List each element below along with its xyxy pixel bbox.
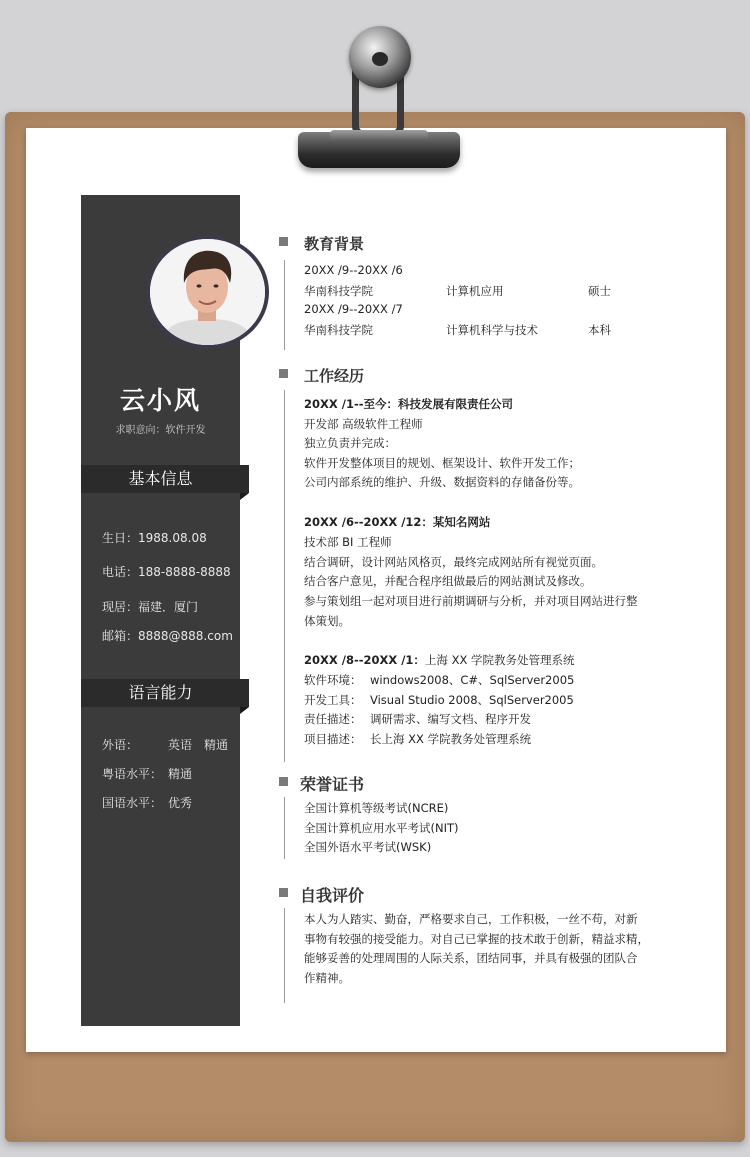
job-title: 20XX /6--20XX /12：某知名网站	[304, 515, 491, 529]
project-row-label: 责任描述：	[304, 712, 362, 726]
timeline-line	[284, 260, 285, 350]
project-row-value: windows2008、C#、SqlServer2005	[370, 673, 575, 687]
job-line: 结合客户意见，并配合程序组做最后的网站测试及修改。	[304, 574, 592, 588]
language-label: 国语水平：	[102, 796, 163, 810]
work-heading: 工作经历	[304, 367, 365, 385]
language-mandarin	[102, 794, 192, 811]
language-value: 英语 精通	[168, 738, 229, 752]
job-title: 20XX /1--至今：科技发展有限责任公司	[304, 397, 513, 411]
project-row-label: 开发工具：	[304, 693, 362, 707]
project-row-label: 项目描述：	[304, 732, 362, 746]
edu-degree: 硕士	[588, 284, 611, 298]
language-cantonese	[102, 765, 192, 782]
section-marker	[279, 237, 288, 246]
language-heading: 语言能力	[81, 679, 249, 707]
project-row	[304, 692, 574, 708]
language-label: 粤语水平：	[102, 767, 163, 781]
education-heading: 教育背景	[304, 235, 365, 253]
birthday: 生日：1988.08.08	[102, 531, 207, 545]
phone: 电话：188-8888-8888	[102, 565, 231, 579]
residence: 现居：福建．厦门	[102, 600, 199, 614]
edu-major: 计算机应用	[446, 284, 504, 298]
section-marker	[279, 777, 288, 786]
project-row-value: 长上海 XX 学院教务处管理系统	[370, 732, 532, 746]
language-value: 精通	[168, 767, 193, 781]
job-line: 体策划。	[304, 614, 350, 628]
self-eval-line: 作精神。	[304, 971, 350, 985]
honor-item: 全国计算机应用水平考试(NIT)	[304, 821, 459, 835]
honor-item: 全国外语水平考试(WSK)	[304, 840, 432, 854]
project-row	[304, 731, 531, 747]
job-line: 独立负责并完成：	[304, 436, 396, 450]
timeline-line	[284, 797, 285, 859]
job-line: 开发部 高级软件工程师	[304, 417, 423, 431]
project-row-value: Visual Studio 2008、SqlServer2005	[370, 693, 574, 707]
self-eval-line: 事物有较强的接受能力。对自己已掌握的技术敢于创新，精益求精，	[304, 932, 649, 946]
avatar	[146, 235, 269, 349]
job-line: 公司内部系统的维护、升级、数据资料的存储备份等。	[304, 475, 580, 489]
project-row	[304, 672, 574, 688]
job-intent: 求职意向：软件开发	[115, 425, 206, 436]
job-line: 参与策划组一起对项目进行前期调研与分析，并对项目网站进行整	[304, 594, 638, 608]
honors-heading: 荣誉证书	[300, 775, 365, 794]
language-foreign	[102, 736, 228, 753]
edu-period: 20XX /9--20XX /7	[304, 302, 403, 316]
job-line: 结合调研，设计网站风格页，最终完成网站所有视觉页面。	[304, 555, 603, 569]
project-name: 上海 XX 学院教务处管理系统	[424, 653, 575, 667]
project-row-label: 软件环境：	[304, 673, 362, 687]
edu-school: 华南科技学院	[304, 284, 373, 298]
honor-item: 全国计算机等级考试(NCRE)	[304, 801, 449, 815]
project-period: 20XX /8--20XX /1：	[304, 653, 425, 667]
clip-plate	[330, 130, 428, 142]
project-row	[304, 711, 531, 727]
basic-info-heading: 基本信息	[81, 465, 249, 493]
portrait-photo	[150, 239, 265, 345]
job-line: 技术部 BI 工程师	[304, 535, 392, 549]
email: 邮箱：8888@888.com	[102, 629, 233, 643]
timeline-line	[284, 908, 285, 1003]
project-row-value: 调研需求、编写文档、程序开发	[370, 712, 531, 726]
clip-hole	[372, 52, 388, 66]
edu-school: 华南科技学院	[304, 323, 373, 337]
candidate-name: 云小风	[119, 386, 201, 415]
project-title	[304, 652, 575, 668]
language-value: 优秀	[168, 796, 193, 810]
self-eval-heading: 自我评价	[300, 886, 365, 905]
job-line: 软件开发整体项目的规划、框架设计、软件开发工作；	[304, 456, 580, 470]
self-eval-line: 能够妥善的处理周围的人际关系，团结同事，并具有极强的团队合	[304, 951, 638, 965]
self-eval-line: 本人为人踏实、勤奋，严格要求自己，工作积极，一丝不苟，对新	[304, 912, 638, 926]
edu-degree: 本科	[588, 323, 611, 337]
section-marker	[279, 369, 288, 378]
edu-major: 计算机科学与技术	[446, 323, 538, 337]
section-marker	[279, 888, 288, 897]
language-label: 外语：	[102, 738, 139, 752]
timeline-line	[284, 390, 285, 762]
edu-period: 20XX /9--20XX /6	[304, 263, 403, 277]
